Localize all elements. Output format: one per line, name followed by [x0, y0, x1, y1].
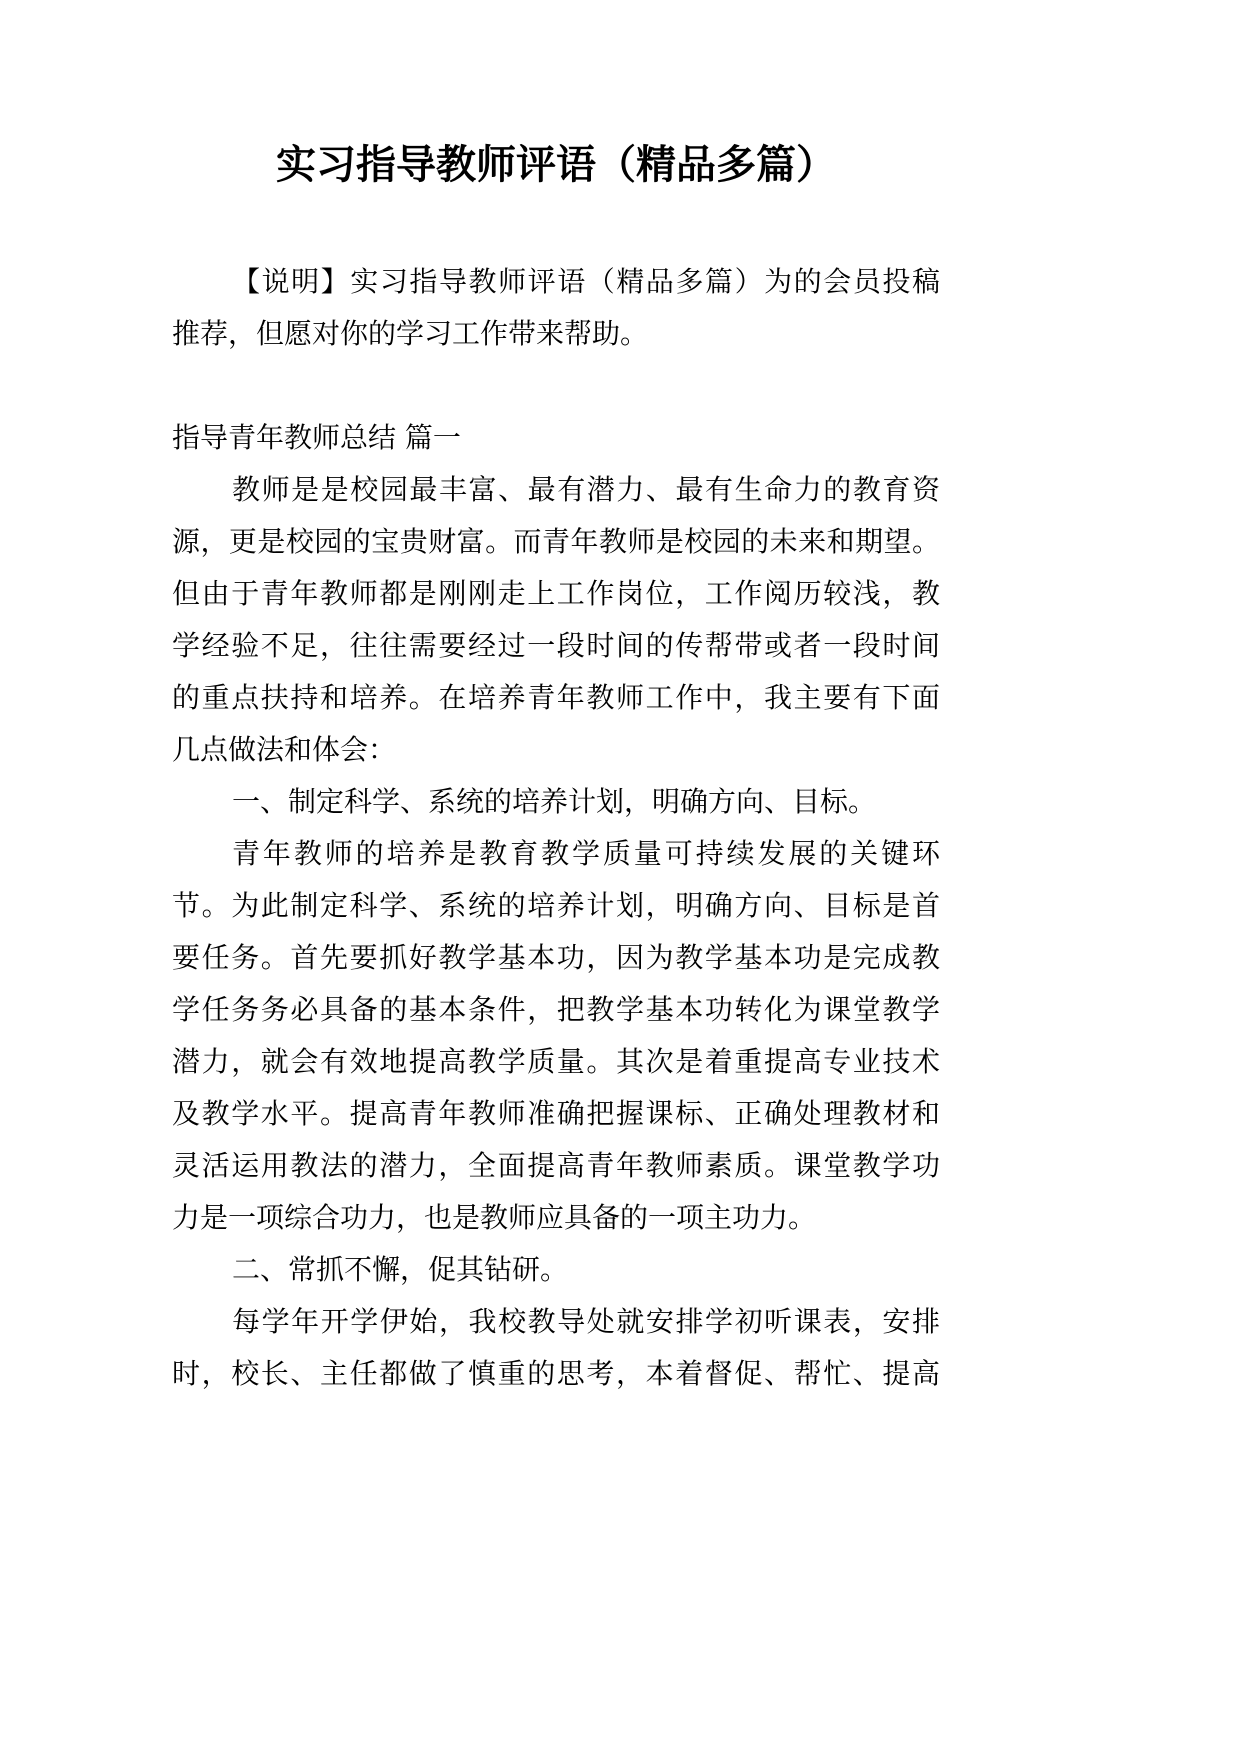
text-line: 【说明】实习指导教师评语（精品多篇）为的会员投稿 [232, 265, 940, 298]
text-line: 时，校长、主任都做了慎重的思考，本着督促、帮忙、提高 [172, 1357, 940, 1390]
intro-paragraph [172, 256, 940, 360]
paragraph [172, 1244, 940, 1296]
text-line: 学任务务必具备的基本条件，把教学基本功转化为课堂教学 [172, 993, 940, 1026]
paragraph [172, 464, 940, 776]
text-line: 一、制定科学、系统的培养计划，明确方向、目标。 [232, 785, 877, 818]
paragraph [172, 776, 940, 828]
text-line: 潜力，就会有效地提高教学质量。其次是着重提高专业技术 [172, 1045, 940, 1078]
text-line: 教师是是校园最丰富、最有潜力、最有生命力的教育资 [232, 473, 940, 506]
text-line: 几点做法和体会： [172, 733, 397, 766]
text-line: 节。为此制定科学、系统的培养计划，明确方向、目标是首 [172, 889, 940, 922]
section-heading: 指导青年教师总结 篇一 [172, 421, 461, 454]
text-line: 及教学水平。提高青年教师准确把握课标、正确处理教材和 [172, 1097, 940, 1130]
text-line: 但由于青年教师都是刚刚走上工作岗位，工作阅历较浅，教 [172, 577, 940, 610]
paragraph [172, 828, 940, 1244]
paragraph [172, 1296, 940, 1400]
text-line: 学经验不足，往往需要经过一段时间的传帮带或者一段时间 [172, 629, 940, 662]
document-body [172, 256, 940, 1400]
text-line: 的重点扶持和培养。在培养青年教师工作中，我主要有下面 [172, 681, 940, 714]
text-line: 每学年开学伊始，我校教导处就安排学初听课表，安排 [232, 1305, 940, 1338]
text-line: 力是一项综合功力，也是教师应具备的一项主功力。 [172, 1201, 817, 1234]
text-line: 推荐，但愿对你的学习工作带来帮助。 [172, 317, 649, 350]
text-line: 二、常抓不懈，促其钻研。 [232, 1253, 569, 1286]
text-line: 青年教师的培养是教育教学质量可持续发展的关键环 [232, 837, 940, 870]
text-line: 灵活运用教法的潜力，全面提高青年教师素质。课堂教学功 [172, 1149, 940, 1182]
document-title: 实习指导教师评语（精品多篇） [276, 141, 836, 188]
text-line: 要任务。首先要抓好教学基本功，因为教学基本功是完成教 [172, 941, 940, 974]
blank-line [172, 360, 940, 412]
text-line: 源，更是校园的宝贵财富。而青年教师是校园的未来和期望。 [172, 525, 940, 558]
